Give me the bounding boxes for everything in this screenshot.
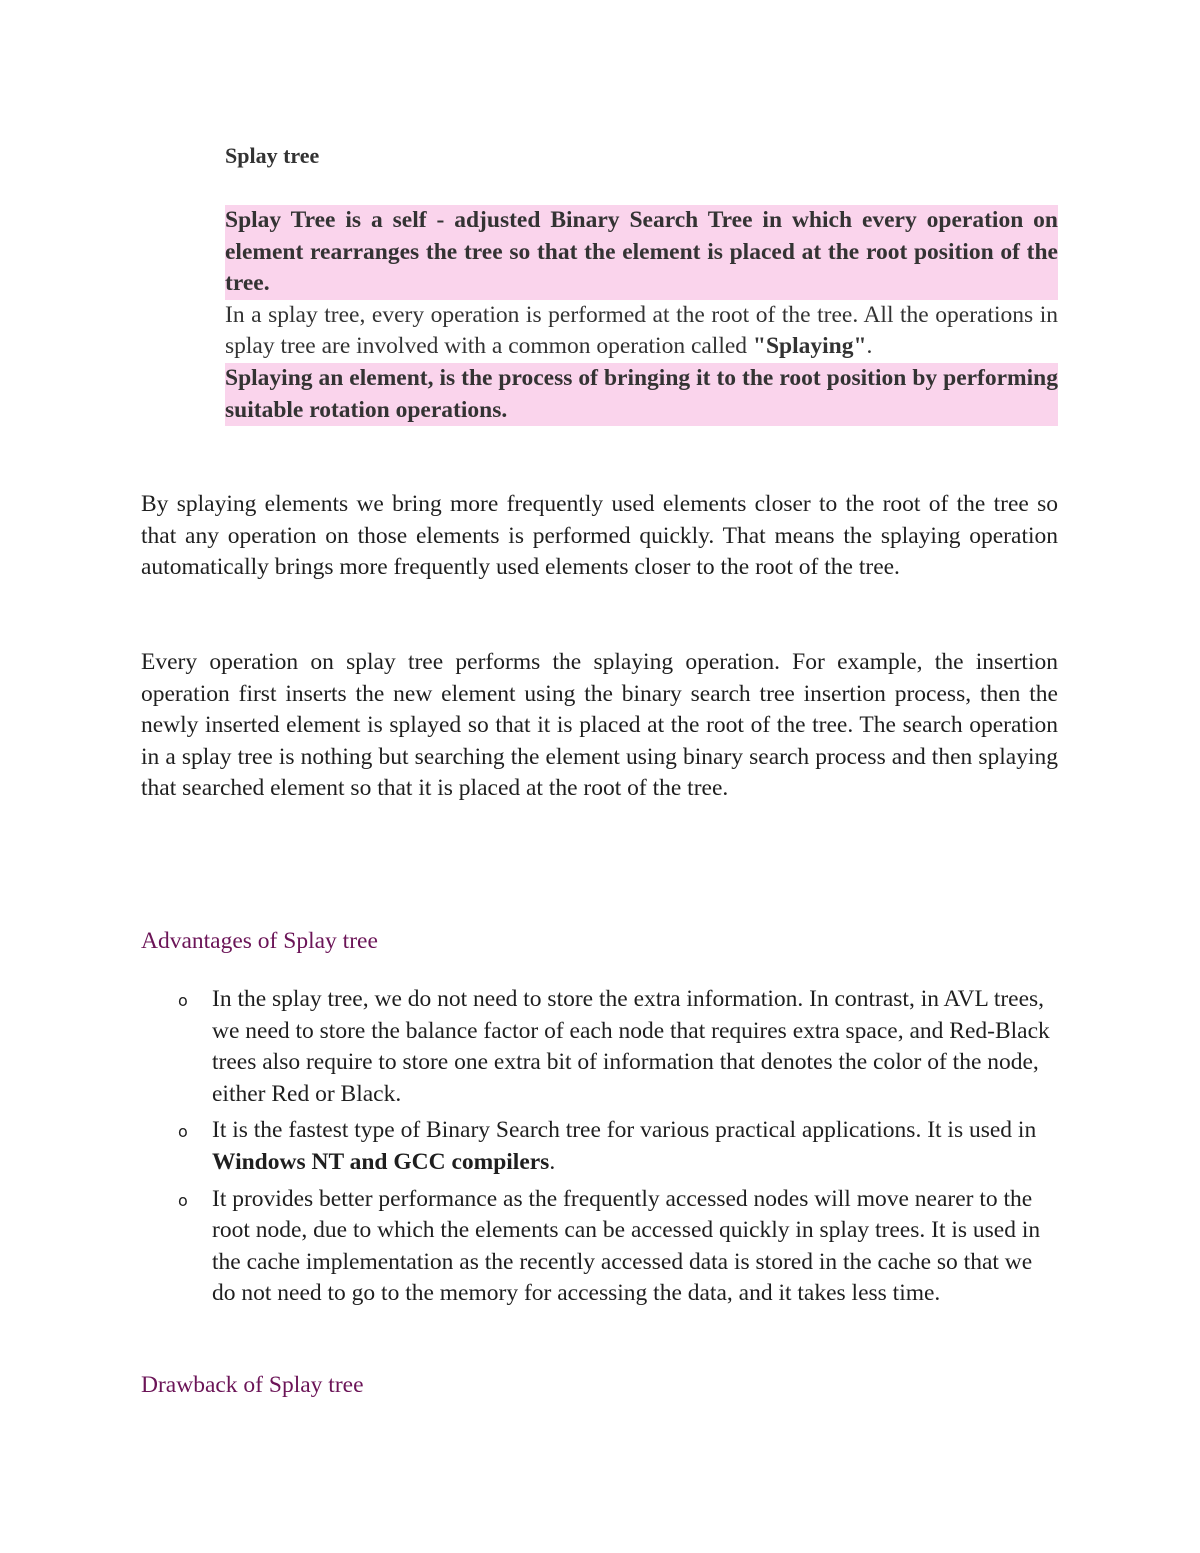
bullet-icon: o [178,1190,188,1210]
splaying-definition-text: Splaying an element, is the process of bringing it to the root position by performing suitable rotation operations. [225,364,1058,423]
drawback-heading: Drawback of Splay tree [141,1372,364,1398]
list-item: o It provides better performance as the frequently accessed nodes will move nearer to the root node, due to which the elements can be accessed quickly in splay trees. It is used in the cache implementation as the recently accessed data is stored in the cache so that we do not need to go to the memory for accessing the data, and it takes less time. [178,1185,1041,1307]
list-item: o In the splay tree, we do not need to store the extra information. In contrast, in AVL trees, we need to store the balance factor of each node that requires extra space, and Red-Black trees also require to store one extra bit of information that denotes the color of the node, either Red or Black. [178,986,1050,1107]
list-item: o It is the fastest type of Binary Search tree for various practical applications. It is used in Windows NT and GCC compilers. [178,1117,1037,1175]
intro-block [225,205,1058,426]
definition-highlight [225,205,1058,300]
operations-paragraph: In a splay tree, every operation is performed at the root of the tree. All the operations in splay tree are involved with a common operation called "Splaying". [225,301,1058,360]
bullet-icon: o [178,991,188,1010]
splaying-term: "Splaying" [752,333,867,360]
page-title: Splay tree [225,143,320,168]
compilers-term: Windows NT and GCC compilers [212,1148,550,1175]
advantages-list [141,984,1061,1315]
bullet-icon: o [178,1122,188,1142]
definition-text: Splay Tree is a self - adjusted Binary Search Tree in which every operation on element rearranges the tree so that the element is placed at the root position of the tree. [225,207,1058,297]
advantages-heading: Advantages of Splay tree [141,928,378,954]
splaying-definition-highlight [225,363,1058,426]
body-paragraph-2: Every operation on splay tree performs the splaying operation. For example, the insertion operation first inserts the new element using the binary search tree insertion process, then the newly inserted element is splayed so that it is placed at the root of the tree. The search operation in a splay tree is nothing but searching the element using binary search process and then splaying that searched element so that it is placed at the root of the tree. [141,649,1058,802]
body-paragraph-1: By splaying elements we bring more frequently used elements closer to the root of the tree so that any operation on those elements is performed quickly. That means the splaying operation automatically brings more frequently used elements closer to the root of the tree. [141,491,1058,581]
